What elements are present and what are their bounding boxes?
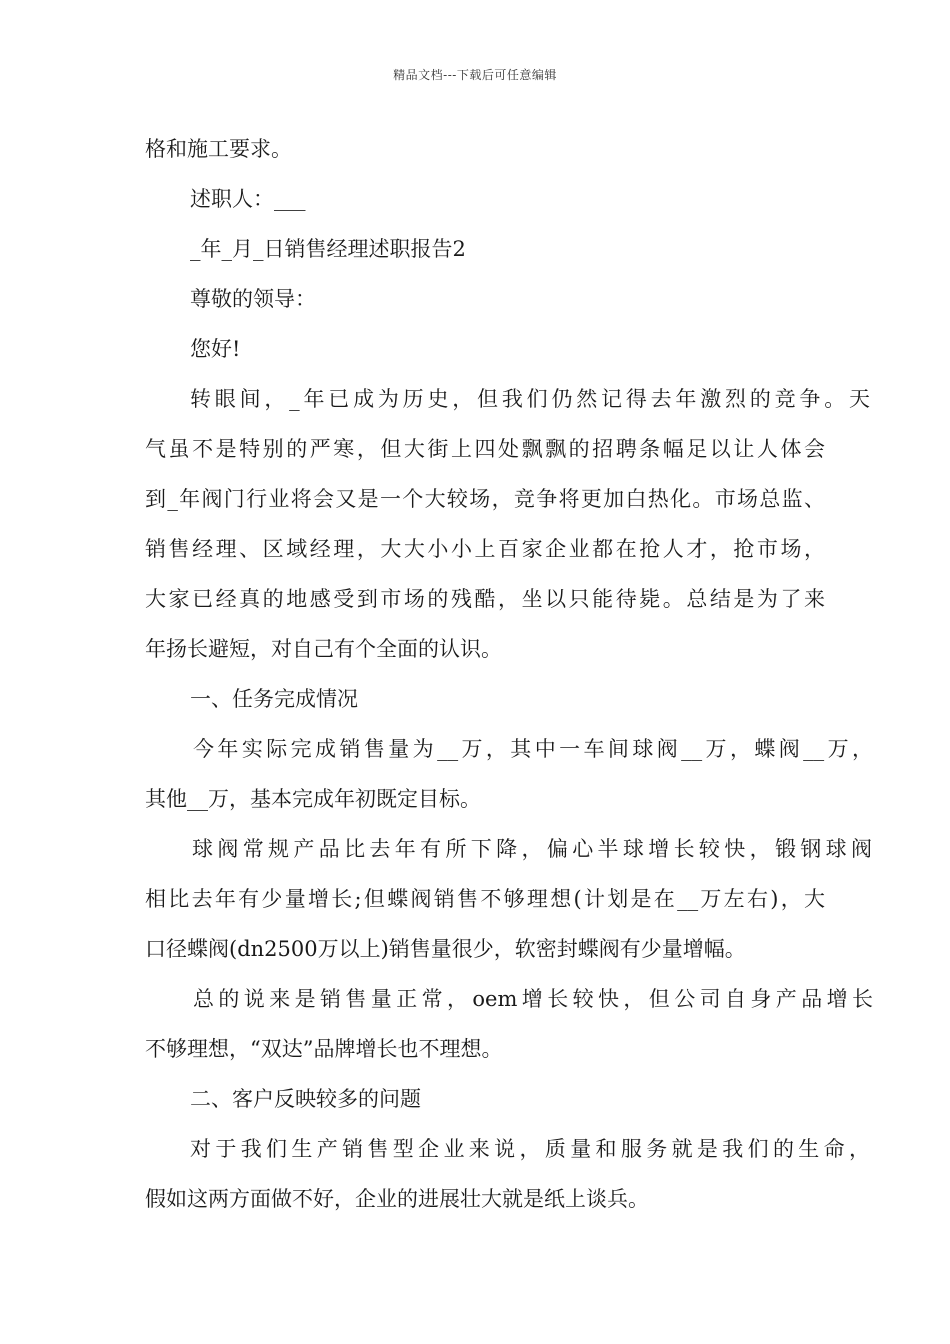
- paragraph-line: 总的说来是销售量正常，oem增长较快，但公司自身产品增长: [193, 987, 873, 1011]
- document-body: [145, 130, 873, 1230]
- paragraph-line: 到_年阀门行业将会又是一个大较场，竞争将更加白热化。市场总监、: [145, 487, 825, 511]
- paragraph-line: 格和施工要求。: [145, 137, 292, 161]
- signature-line: 述职人：___: [190, 187, 306, 211]
- greeting: 您好!: [190, 337, 241, 361]
- paragraph-line: 年扬长避短，对自己有个全面的认识。: [145, 637, 502, 661]
- section-heading: 二、客户反映较多的问题: [190, 1087, 421, 1111]
- paragraph-line: 今年实际完成销售量为__万，其中一车间球阀__万，蝶阀__万，: [193, 737, 873, 761]
- paragraph-line: 气虽不是特别的严寒，但大街上四处飘飘的招聘条幅足以让人体会: [145, 437, 825, 461]
- page-header: 精品文档---下载后可任意编辑: [393, 68, 557, 82]
- section-heading: 一、任务完成情况: [190, 687, 358, 711]
- paragraph-line: 销售经理、区域经理，大大小小上百家企业都在抢人才，抢市场，: [145, 537, 825, 561]
- paragraph-line: 大家已经真的地感受到市场的残酷，坐以只能待毙。总结是为了来: [145, 587, 825, 611]
- paragraph-line: 球阀常规产品比去年有所下降，偏心半球增长较快，锻钢球阀: [192, 837, 872, 861]
- paragraph-line: 转眼间，_年已成为历史，但我们仍然记得去年激烈的竞争。天: [190, 387, 870, 411]
- paragraph-line: 其他__万，基本完成年初既定目标。: [145, 787, 481, 811]
- paragraph-line: 相比去年有少量增长;但蝶阀销售不够理想(计划是在__万左右)，大: [145, 887, 825, 911]
- paragraph-line: 不够理想，“双达”品牌增长也不理想。: [145, 1037, 503, 1061]
- paragraph-line: 对于我们生产销售型企业来说，质量和服务就是我们的生命，: [190, 1137, 870, 1161]
- report-title: _年_月_日销售经理述职报告2: [190, 237, 466, 261]
- salutation: 尊敬的领导：: [190, 287, 316, 311]
- paragraph-line: 口径蝶阀(dn2500万以上)销售量很少，软密封蝶阀有少量增幅。: [145, 937, 746, 961]
- paragraph-line: 假如这两方面做不好，企业的进展壮大就是纸上谈兵。: [145, 1187, 649, 1211]
